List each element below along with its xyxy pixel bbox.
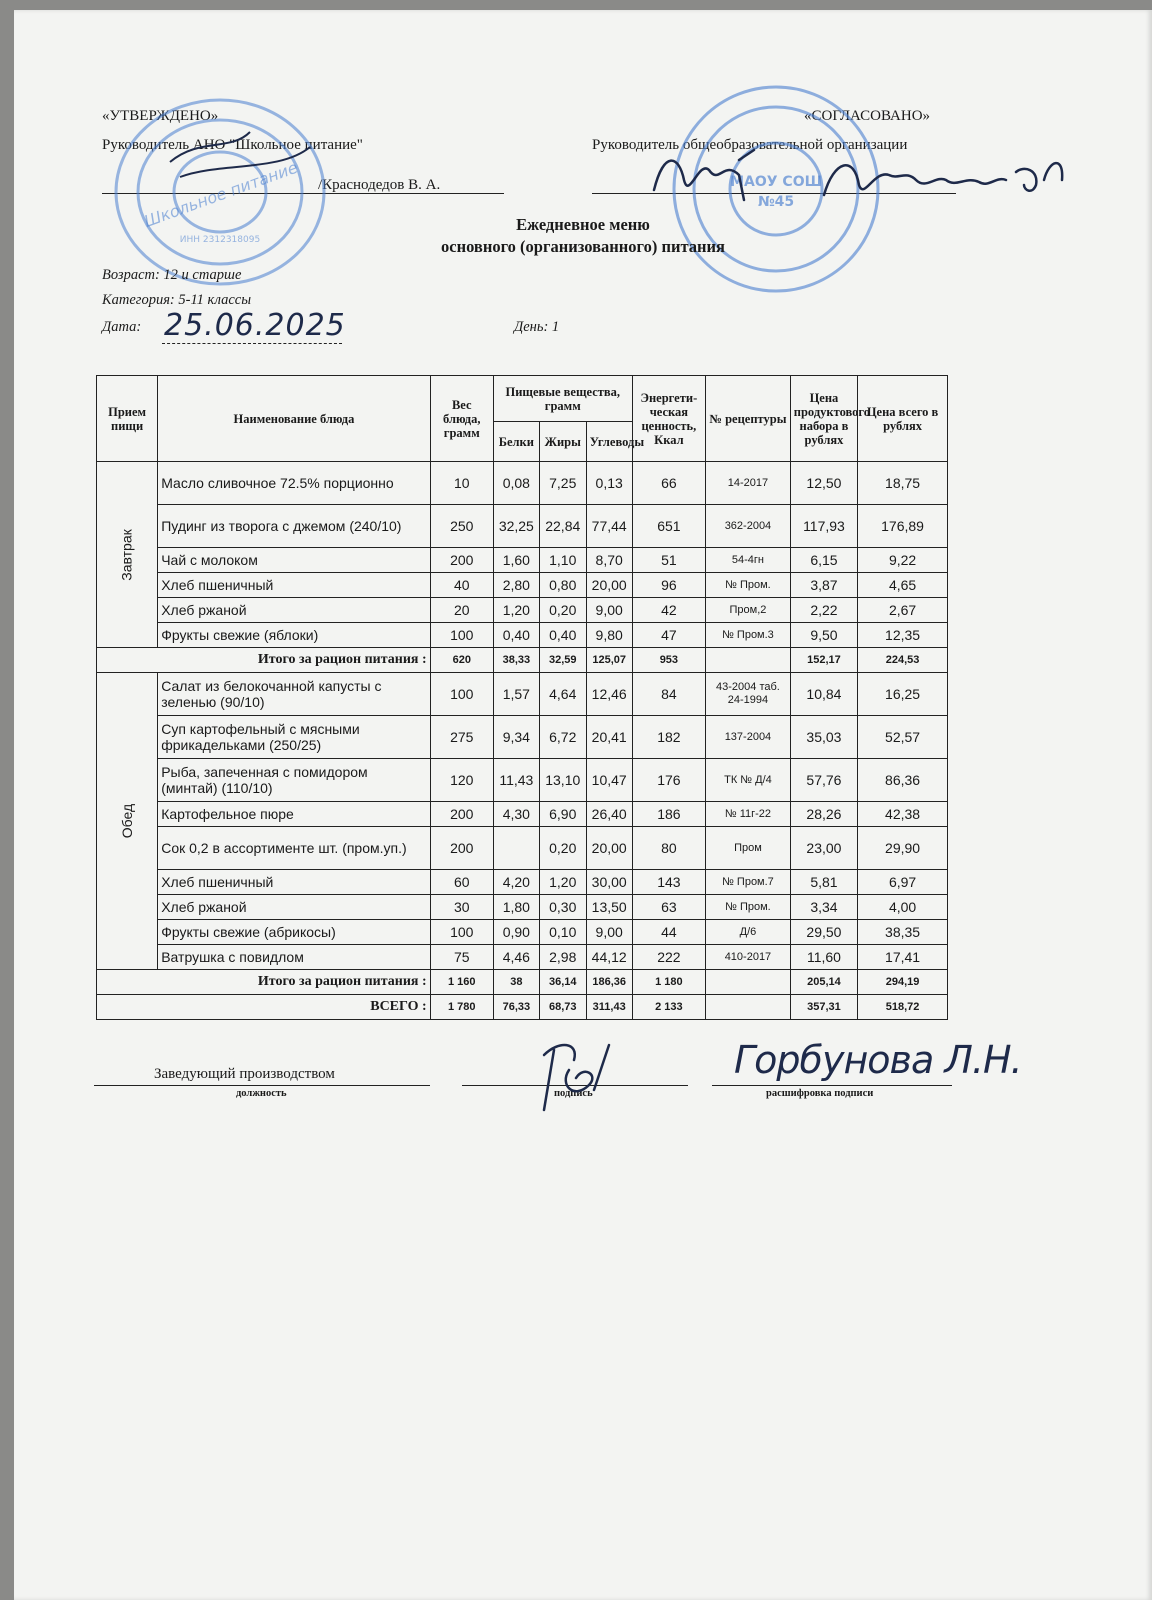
caption-decode: расшифровка подписи <box>766 1088 874 1099</box>
total-recipe <box>706 648 791 673</box>
cell-protein: 2,80 <box>493 573 539 598</box>
cell-price-set: 2,22 <box>790 598 857 623</box>
grand-total-protein: 76,33 <box>493 995 539 1020</box>
total-recipe <box>706 970 791 995</box>
cell-carbs: 30,00 <box>586 870 632 895</box>
dish-name: Пудинг из творога с джемом (240/10) <box>158 505 430 548</box>
cell-weight: 120 <box>430 759 493 802</box>
cell-weight: 200 <box>430 827 493 870</box>
meal-name <box>97 673 158 970</box>
header-protein: Белки <box>493 422 539 462</box>
dish-name: Хлеб пшеничный <box>158 573 430 598</box>
grand-total-label: ВСЕГО : <box>97 995 431 1020</box>
cell-energy: 80 <box>632 827 705 870</box>
age-group: Возраст: 12 и старше <box>102 267 242 283</box>
cell-fat: 0,80 <box>539 573 586 598</box>
approved-name: /Краснодедов В. А. <box>318 177 441 193</box>
cell-carbs: 20,00 <box>586 573 632 598</box>
cell-price-total: 42,38 <box>858 802 948 827</box>
cell-recipe: № 11г-22 <box>706 802 791 827</box>
dish-name: Суп картофельный с мясными фрикадельками (250/25) <box>158 716 430 759</box>
header-energy: Энергети-ческая ценность, Ккал <box>632 376 705 462</box>
cell-price-total: 16,25 <box>858 673 948 716</box>
total-protein: 38,33 <box>493 648 539 673</box>
total-price-total: 224,53 <box>858 648 948 673</box>
table-row <box>97 945 948 970</box>
total-carbs: 186,36 <box>586 970 632 995</box>
cell-price-set: 117,93 <box>790 505 857 548</box>
cell-price-set: 3,87 <box>790 573 857 598</box>
cell-weight: 20 <box>430 598 493 623</box>
total-label: Итого за рацион питания : <box>97 970 431 995</box>
grand-total-weight: 1 780 <box>430 995 493 1020</box>
total-price-set: 152,17 <box>790 648 857 673</box>
grand-total-carbs: 311,43 <box>586 995 632 1020</box>
svg-text:ИНН 2312318095: ИНН 2312318095 <box>179 235 261 245</box>
cell-price-total: 9,22 <box>858 548 948 573</box>
table-row <box>97 895 948 920</box>
table-row <box>97 827 948 870</box>
meal-name-label: Завтрак <box>119 528 136 581</box>
footer-position: Заведующий производством <box>154 1066 335 1082</box>
cell-weight: 100 <box>430 623 493 648</box>
cell-energy: 42 <box>632 598 705 623</box>
cell-price-set: 57,76 <box>790 759 857 802</box>
cell-fat: 0,20 <box>539 827 586 870</box>
agreed-signature <box>644 140 1074 220</box>
cell-protein: 0,40 <box>493 623 539 648</box>
grand-total-fat: 68,73 <box>539 995 586 1020</box>
approved-position: Руководитель АНО "Школьное питание" <box>102 137 363 153</box>
dish-name: Хлеб ржаной <box>158 598 430 623</box>
dish-name: Чай с молоком <box>158 548 430 573</box>
cell-weight: 250 <box>430 505 493 548</box>
cell-recipe: ТК № Д/4 <box>706 759 791 802</box>
cell-carbs: 8,70 <box>586 548 632 573</box>
cell-fat: 2,98 <box>539 945 586 970</box>
left-stamp <box>110 92 330 292</box>
cell-energy: 44 <box>632 920 705 945</box>
cell-recipe: Пром <box>706 827 791 870</box>
header-weight: Вес блюда, грамм <box>430 376 493 462</box>
cell-recipe: № Пром. <box>706 895 791 920</box>
cell-protein: 1,80 <box>493 895 539 920</box>
cell-price-total: 4,65 <box>858 573 948 598</box>
cell-price-total: 12,35 <box>858 623 948 648</box>
cell-protein: 1,20 <box>493 598 539 623</box>
footer-position-line <box>94 1085 430 1086</box>
footer-decode-line <box>712 1085 952 1086</box>
cell-price-set: 23,00 <box>790 827 857 870</box>
agreed-label: «СОГЛАСОВАНО» <box>804 108 931 124</box>
header-nutrients: Пищевые вещества, грамм <box>493 376 632 422</box>
footer-decode-handwritten: Горбунова Л.Н. <box>734 1038 1022 1082</box>
table-row <box>97 462 948 505</box>
header-price-total: Цена всего в рублях <box>858 376 948 462</box>
cell-weight: 275 <box>430 716 493 759</box>
cell-price-set: 6,15 <box>790 548 857 573</box>
cell-protein <box>493 827 539 870</box>
dish-name: Ватрушка с повидлом <box>158 945 430 970</box>
total-price-total: 294,19 <box>858 970 948 995</box>
cell-price-set: 11,60 <box>790 945 857 970</box>
svg-text:№45: №45 <box>757 194 795 210</box>
cell-fat: 7,25 <box>539 462 586 505</box>
cell-weight: 100 <box>430 673 493 716</box>
cell-carbs: 20,41 <box>586 716 632 759</box>
table-row <box>97 673 948 716</box>
cell-energy: 186 <box>632 802 705 827</box>
table-row <box>97 573 948 598</box>
cell-weight: 75 <box>430 945 493 970</box>
cell-energy: 651 <box>632 505 705 548</box>
cell-price-set: 9,50 <box>790 623 857 648</box>
cell-fat: 1,10 <box>539 548 586 573</box>
cell-carbs: 20,00 <box>586 827 632 870</box>
dish-name: Фрукты свежие (яблоки) <box>158 623 430 648</box>
cell-weight: 10 <box>430 462 493 505</box>
date-label: Дата: <box>102 319 142 335</box>
cell-weight: 40 <box>430 573 493 598</box>
cell-fat: 0,40 <box>539 623 586 648</box>
grand-total-row <box>97 995 948 1020</box>
cell-recipe: № Пром. <box>706 573 791 598</box>
total-carbs: 125,07 <box>586 648 632 673</box>
cell-fat: 22,84 <box>539 505 586 548</box>
cell-carbs: 0,13 <box>586 462 632 505</box>
header-carbs: Углеводы <box>586 422 632 462</box>
cell-price-total: 38,35 <box>858 920 948 945</box>
cell-price-set: 3,34 <box>790 895 857 920</box>
cell-price-total: 6,97 <box>858 870 948 895</box>
dish-name: Сок 0,2 в ассортименте шт. (пром.уп.) <box>158 827 430 870</box>
cell-energy: 182 <box>632 716 705 759</box>
cell-fat: 13,10 <box>539 759 586 802</box>
cell-recipe: 410-2017 <box>706 945 791 970</box>
svg-text:МАОУ СОШ: МАОУ СОШ <box>730 174 822 190</box>
cell-price-set: 28,26 <box>790 802 857 827</box>
cell-price-total: 2,67 <box>858 598 948 623</box>
cell-protein: 1,57 <box>493 673 539 716</box>
grand-total-price-set: 357,31 <box>790 995 857 1020</box>
table-row <box>97 870 948 895</box>
table-row <box>97 920 948 945</box>
cell-protein: 4,20 <box>493 870 539 895</box>
total-row <box>97 648 948 673</box>
cell-carbs: 44,12 <box>586 945 632 970</box>
menu-table <box>96 375 948 1020</box>
cell-fat: 0,10 <box>539 920 586 945</box>
dish-name: Фрукты свежие (абрикосы) <box>158 920 430 945</box>
total-protein: 38 <box>493 970 539 995</box>
cell-recipe: Д/6 <box>706 920 791 945</box>
cell-energy: 143 <box>632 870 705 895</box>
cell-protein: 1,60 <box>493 548 539 573</box>
agreed-position: Руководитель общеобразовательной организации <box>592 137 908 153</box>
header-price-set: Цена продуктового набора в рублях <box>790 376 857 462</box>
cell-carbs: 10,47 <box>586 759 632 802</box>
cell-fat: 1,20 <box>539 870 586 895</box>
document-title: Ежедневное меню <box>516 215 650 234</box>
cell-price-total: 18,75 <box>858 462 948 505</box>
cell-weight: 60 <box>430 870 493 895</box>
cell-protein: 9,34 <box>493 716 539 759</box>
cell-fat: 6,90 <box>539 802 586 827</box>
header-fat: Жиры <box>539 422 586 462</box>
grand-total-price-total: 518,72 <box>858 995 948 1020</box>
caption-signature: подпись <box>554 1088 593 1099</box>
cell-energy: 222 <box>632 945 705 970</box>
total-fat: 36,14 <box>539 970 586 995</box>
cell-fat: 6,72 <box>539 716 586 759</box>
cell-protein: 0,90 <box>493 920 539 945</box>
cell-recipe: Пром,2 <box>706 598 791 623</box>
cell-recipe: 54-4гн <box>706 548 791 573</box>
document-subtitle: основного (организованного) питания <box>441 237 725 256</box>
cell-carbs: 9,00 <box>586 920 632 945</box>
cell-carbs: 77,44 <box>586 505 632 548</box>
svg-text:Школьное питание: Школьное питание <box>141 157 301 231</box>
total-energy: 1 180 <box>632 970 705 995</box>
cell-carbs: 13,50 <box>586 895 632 920</box>
cell-fat: 0,30 <box>539 895 586 920</box>
date-underline <box>162 343 342 344</box>
cell-price-set: 10,84 <box>790 673 857 716</box>
caption-position: должность <box>236 1088 287 1099</box>
cell-weight: 30 <box>430 895 493 920</box>
total-label: Итого за рацион питания : <box>97 648 431 673</box>
cell-price-set: 5,81 <box>790 870 857 895</box>
cell-price-set: 12,50 <box>790 462 857 505</box>
header-recipe: № рецептуры <box>706 376 791 462</box>
table-row <box>97 598 948 623</box>
cell-carbs: 26,40 <box>586 802 632 827</box>
cell-price-total: 52,57 <box>858 716 948 759</box>
grand-total-recipe <box>706 995 791 1020</box>
header-meal: Прием пищи <box>97 376 158 462</box>
cell-price-total: 29,90 <box>858 827 948 870</box>
total-weight: 620 <box>430 648 493 673</box>
cell-recipe: 137-2004 <box>706 716 791 759</box>
cell-weight: 200 <box>430 548 493 573</box>
cell-energy: 63 <box>632 895 705 920</box>
total-row <box>97 970 948 995</box>
cell-price-total: 4,00 <box>858 895 948 920</box>
total-energy: 953 <box>632 648 705 673</box>
cell-protein: 4,46 <box>493 945 539 970</box>
table-row <box>97 759 948 802</box>
cell-carbs: 9,00 <box>586 598 632 623</box>
cell-recipe: 14-2017 <box>706 462 791 505</box>
meal-name <box>97 462 158 648</box>
meal-name-label: Обед <box>119 803 136 839</box>
cell-weight: 100 <box>430 920 493 945</box>
footer-signature <box>514 1030 634 1120</box>
cell-recipe: № Пром.3 <box>706 623 791 648</box>
cell-weight: 200 <box>430 802 493 827</box>
document-sheet <box>14 10 1152 1600</box>
cell-recipe: № Пром.7 <box>706 870 791 895</box>
dish-name: Салат из белокочанной капусты с зеленью (90/10) <box>158 673 430 716</box>
cell-fat: 4,64 <box>539 673 586 716</box>
cell-energy: 66 <box>632 462 705 505</box>
cell-energy: 84 <box>632 673 705 716</box>
date-value-handwritten: 25.06.2025 <box>164 308 346 343</box>
grand-total-energy: 2 133 <box>632 995 705 1020</box>
cell-energy: 96 <box>632 573 705 598</box>
table-row <box>97 623 948 648</box>
cell-recipe: 43-2004 таб. 24-1994 <box>706 673 791 716</box>
dish-name: Картофельное пюре <box>158 802 430 827</box>
dish-name: Хлеб пшеничный <box>158 870 430 895</box>
cell-energy: 47 <box>632 623 705 648</box>
cell-protein: 32,25 <box>493 505 539 548</box>
cell-price-total: 86,36 <box>858 759 948 802</box>
cell-price-total: 176,89 <box>858 505 948 548</box>
dish-name: Рыба, запеченная с помидором (минтай) (110/10) <box>158 759 430 802</box>
cell-carbs: 9,80 <box>586 623 632 648</box>
total-price-set: 205,14 <box>790 970 857 995</box>
cell-price-total: 17,41 <box>858 945 948 970</box>
cell-energy: 51 <box>632 548 705 573</box>
dish-name: Хлеб ржаной <box>158 895 430 920</box>
cell-energy: 176 <box>632 759 705 802</box>
cell-recipe: 362-2004 <box>706 505 791 548</box>
header-dish: Наименование блюда <box>158 376 430 462</box>
cell-price-set: 29,50 <box>790 920 857 945</box>
category: Категория: 5-11 классы <box>102 292 252 308</box>
total-fat: 32,59 <box>539 648 586 673</box>
total-weight: 1 160 <box>430 970 493 995</box>
table-row <box>97 716 948 759</box>
table-row <box>97 505 948 548</box>
cell-protein: 11,43 <box>493 759 539 802</box>
dish-name: Масло сливочное 72.5% порционно <box>158 462 430 505</box>
cell-carbs: 12,46 <box>586 673 632 716</box>
table-row <box>97 802 948 827</box>
table-row <box>97 548 948 573</box>
cell-fat: 0,20 <box>539 598 586 623</box>
day-number: День: 1 <box>514 319 560 335</box>
cell-protein: 0,08 <box>493 462 539 505</box>
approved-label: «УТВЕРЖДЕНО» <box>102 108 219 124</box>
cell-price-set: 35,03 <box>790 716 857 759</box>
cell-protein: 4,30 <box>493 802 539 827</box>
